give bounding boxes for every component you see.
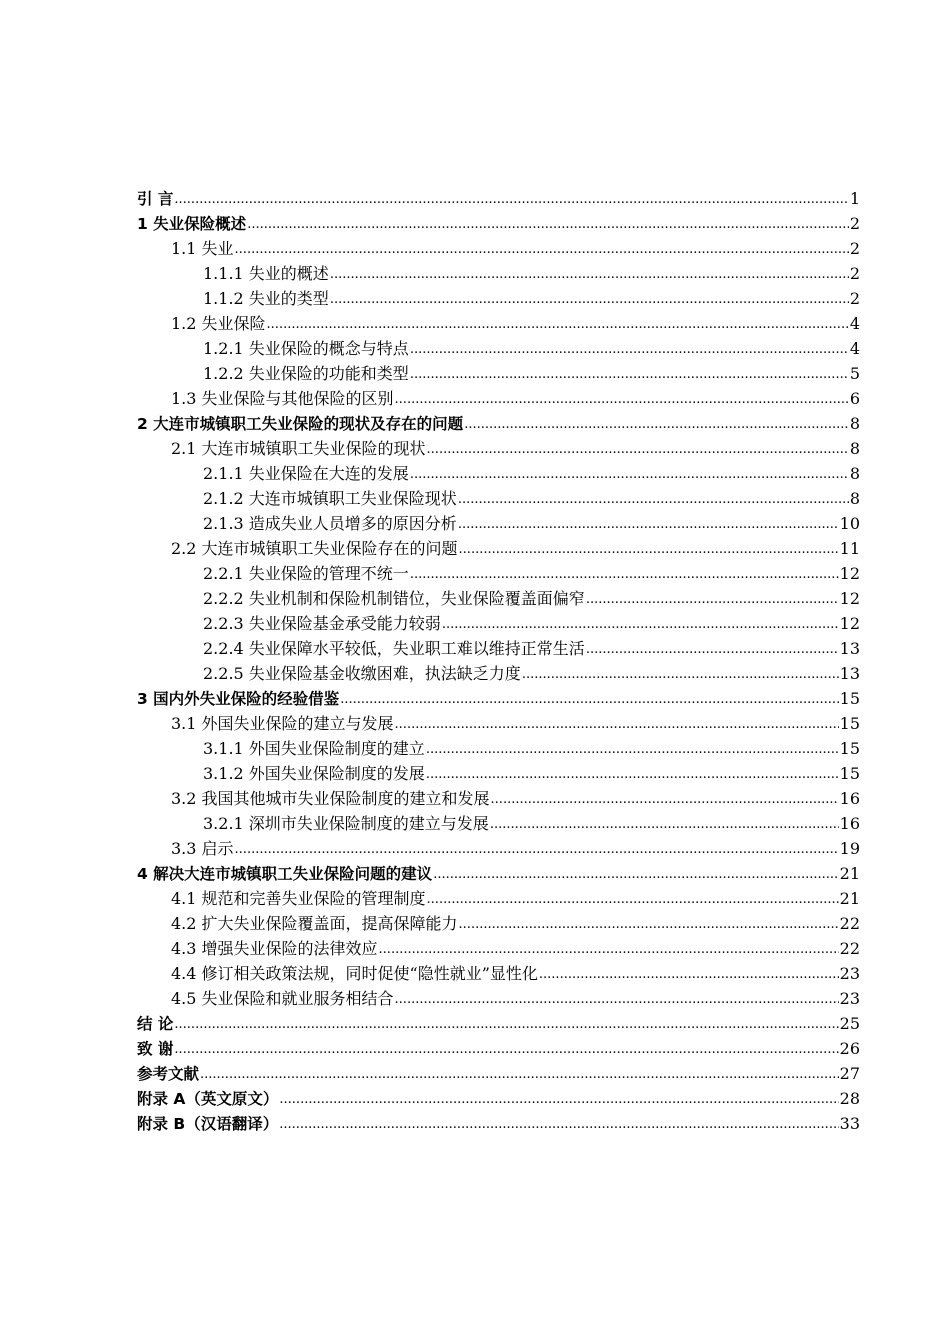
toc-dot-leader <box>491 785 839 812</box>
toc-dot-leader <box>522 660 839 687</box>
toc-entry-page-number: 2 <box>849 239 860 258</box>
toc-entry[interactable] <box>137 736 860 761</box>
toc-entry[interactable] <box>137 236 860 261</box>
toc-entry-page-number: 23 <box>839 989 860 1008</box>
toc-entry-title: 1.3 失业保险与其他保险的区别 <box>171 389 394 408</box>
toc-entry-page-number: 4 <box>849 339 860 358</box>
toc-entry-title: 附录 B（汉语翻译） <box>137 1115 279 1133</box>
toc-dot-leader <box>427 435 849 462</box>
toc-entry-title: 2.2.1 失业保险的管理不统一 <box>203 564 409 583</box>
toc-entry-title: 附录 A（英文原文） <box>137 1090 279 1108</box>
toc-entry-title: 2.1.2 大连市城镇职工失业保险现状 <box>203 489 457 508</box>
toc-entry-title: 3.1.1 外国失业保险制度的建立 <box>203 739 425 758</box>
toc-entry-title: 参考文献 <box>137 1065 200 1083</box>
toc-entry-title: 2.1.3 造成失业人员增多的原因分析 <box>203 514 457 533</box>
toc-entry-page-number: 33 <box>839 1114 860 1133</box>
toc-entry-page-number: 15 <box>839 764 860 783</box>
toc-dot-leader <box>426 735 839 762</box>
toc-dot-leader <box>247 210 849 237</box>
toc-entry-page-number: 13 <box>839 639 860 658</box>
toc-dot-leader <box>586 585 839 612</box>
toc-entry-title: 2.2.5 失业保险基金收缴困难，执法缺乏力度 <box>203 664 521 683</box>
toc-entry-page-number: 28 <box>839 1089 860 1108</box>
toc-entry[interactable] <box>137 386 860 411</box>
toc-entry-page-number: 12 <box>839 564 860 583</box>
toc-dot-leader <box>458 510 839 537</box>
toc-dot-leader <box>379 935 839 962</box>
toc-entry-page-number: 2 <box>849 214 860 233</box>
toc-entry[interactable] <box>137 711 860 736</box>
toc-entry-page-number: 15 <box>839 689 860 708</box>
toc-entry[interactable] <box>137 886 860 911</box>
toc-entry-title: 3.2.1 深圳市失业保险制度的建立与发展 <box>203 814 489 833</box>
toc-dot-leader <box>174 1035 838 1062</box>
toc-entry-title: 4.4 修订相关政策法规，同时促使“隐性就业”显性化 <box>171 964 538 983</box>
toc-entry-title: 4.3 增强失业保险的法律效应 <box>171 939 378 958</box>
toc-entry-page-number: 15 <box>839 739 860 758</box>
toc-dot-leader <box>410 460 849 487</box>
toc-entry-page-number: 6 <box>849 389 860 408</box>
toc-entry-title: 1.1 失业 <box>171 239 234 258</box>
toc-entry-title: 4 解决大连市城镇职工失业保险问题的建议 <box>137 865 433 883</box>
toc-entry-page-number: 12 <box>839 589 860 608</box>
toc-entry[interactable] <box>137 911 860 936</box>
toc-entry-title: 1.2.2 失业保险的功能和类型 <box>203 364 409 383</box>
toc-entry-title: 致 谢 <box>137 1040 174 1058</box>
toc-dot-leader <box>410 335 849 362</box>
toc-entry[interactable] <box>137 436 860 461</box>
toc-entry-page-number: 19 <box>839 839 860 858</box>
toc-entry-page-number: 21 <box>839 889 860 908</box>
toc-entry[interactable] <box>137 811 860 836</box>
toc-entry-page-number: 5 <box>849 364 860 383</box>
toc-entry[interactable] <box>137 186 860 211</box>
toc-dot-leader <box>395 985 839 1012</box>
toc-entry-title: 2.2.3 失业保险基金承受能力较弱 <box>203 614 441 633</box>
toc-entry-title: 结 论 <box>137 1015 174 1033</box>
toc-entry[interactable] <box>137 861 860 886</box>
toc-entry-page-number: 8 <box>849 414 860 433</box>
toc-entry[interactable] <box>137 211 860 236</box>
toc-dot-leader <box>174 185 848 212</box>
toc-entry-title: 引 言 <box>137 190 174 208</box>
toc-entry[interactable] <box>137 786 860 811</box>
toc-entry-title: 3 国内外失业保险的经验借鉴 <box>137 690 340 708</box>
toc-entry-page-number: 2 <box>849 264 860 283</box>
toc-dot-leader <box>330 260 849 287</box>
toc-entry[interactable] <box>137 586 860 611</box>
toc-entry-title: 1.2 失业保险 <box>171 314 266 333</box>
toc-entry-title: 2.2.4 失业保障水平较低，失业职工难以维持正常生活 <box>203 639 585 658</box>
toc-dot-leader <box>410 360 849 387</box>
toc-entry[interactable] <box>137 411 860 436</box>
toc-entry-title: 3.1.2 外国失业保险制度的发展 <box>203 764 425 783</box>
toc-entry[interactable] <box>137 961 860 986</box>
toc-entry-page-number: 23 <box>839 964 860 983</box>
toc-entry[interactable] <box>137 261 860 286</box>
toc-entry[interactable] <box>137 461 860 486</box>
toc-dot-leader <box>490 810 839 837</box>
toc-dot-leader <box>410 560 839 587</box>
toc-dot-leader <box>395 385 849 412</box>
toc-entry-title: 1.1.1 失业的概述 <box>203 264 329 283</box>
toc-entry[interactable] <box>137 661 860 686</box>
toc-entry-page-number: 25 <box>839 1014 860 1033</box>
toc-entry-title: 3.1 外国失业保险的建立与发展 <box>171 714 394 733</box>
toc-entry-page-number: 11 <box>839 539 860 558</box>
toc-entry-title: 2.1 大连市城镇职工失业保险的现状 <box>171 439 426 458</box>
toc-entry-title: 4.5 失业保险和就业服务相结合 <box>171 989 394 1008</box>
toc-dot-leader <box>442 610 839 637</box>
toc-dot-leader <box>464 410 849 437</box>
toc-entry[interactable] <box>137 1061 860 1086</box>
toc-entry-page-number: 22 <box>839 914 860 933</box>
toc-entry-page-number: 2 <box>849 289 860 308</box>
toc-dot-leader <box>458 485 849 512</box>
toc-entry-page-number: 27 <box>839 1064 860 1083</box>
toc-dot-leader <box>200 1060 839 1087</box>
toc-entry[interactable] <box>137 836 860 861</box>
table-of-contents <box>137 186 860 1136</box>
toc-entry[interactable] <box>137 1086 860 1111</box>
toc-entry[interactable] <box>137 486 860 511</box>
toc-entry[interactable] <box>137 561 860 586</box>
toc-entry[interactable] <box>137 611 860 636</box>
toc-dot-leader <box>433 860 838 887</box>
toc-entry-title: 3.3 启示 <box>171 839 234 858</box>
toc-entry[interactable] <box>137 311 860 336</box>
toc-entry-title: 1 失业保险概述 <box>137 215 247 233</box>
toc-entry-title: 1.2.1 失业保险的概念与特点 <box>203 339 409 358</box>
toc-entry-page-number: 8 <box>849 464 860 483</box>
toc-entry[interactable] <box>137 536 860 561</box>
toc-entry-page-number: 1 <box>849 189 860 208</box>
toc-dot-leader <box>459 535 839 562</box>
toc-entry[interactable] <box>137 686 860 711</box>
toc-entry-page-number: 8 <box>849 489 860 508</box>
toc-entry-page-number: 10 <box>839 514 860 533</box>
toc-entry-title: 1.1.2 失业的类型 <box>203 289 329 308</box>
toc-entry[interactable] <box>137 986 860 1011</box>
toc-entry-page-number: 16 <box>839 814 860 833</box>
toc-entry-title: 2 大连市城镇职工失业保险的现状及存在的问题 <box>137 415 464 433</box>
toc-entry-page-number: 15 <box>839 714 860 733</box>
toc-entry-page-number: 13 <box>839 664 860 683</box>
toc-entry[interactable] <box>137 511 860 536</box>
toc-dot-leader <box>174 1010 838 1037</box>
toc-entry-title: 4.2 扩大失业保险覆盖面，提高保障能力 <box>171 914 458 933</box>
toc-dot-leader <box>586 635 839 662</box>
toc-entry-page-number: 12 <box>839 614 860 633</box>
toc-dot-leader <box>539 960 839 987</box>
toc-entry-page-number: 4 <box>849 314 860 333</box>
toc-dot-leader <box>427 885 839 912</box>
toc-entry[interactable] <box>137 1011 860 1036</box>
toc-entry[interactable] <box>137 636 860 661</box>
toc-dot-leader <box>459 910 839 937</box>
toc-entry[interactable] <box>137 336 860 361</box>
toc-entry-page-number: 26 <box>839 1039 860 1058</box>
toc-entry-title: 2.2.2 失业机制和保险机制错位，失业保险覆盖面偏窄 <box>203 589 585 608</box>
toc-dot-leader <box>279 1110 838 1137</box>
toc-entry[interactable] <box>137 761 860 786</box>
toc-dot-leader <box>395 710 839 737</box>
toc-dot-leader <box>235 235 849 262</box>
toc-dot-leader <box>330 285 849 312</box>
toc-dot-leader <box>340 685 838 712</box>
toc-entry-title: 2.1.1 失业保险在大连的发展 <box>203 464 409 483</box>
toc-entry-page-number: 16 <box>839 789 860 808</box>
toc-entry[interactable] <box>137 936 860 961</box>
toc-entry-page-number: 22 <box>839 939 860 958</box>
toc-entry[interactable] <box>137 286 860 311</box>
toc-entry[interactable] <box>137 361 860 386</box>
toc-entry-title: 4.1 规范和完善失业保险的管理制度 <box>171 889 426 908</box>
toc-entry-title: 2.2 大连市城镇职工失业保险存在的问题 <box>171 539 458 558</box>
toc-dot-leader <box>235 835 839 862</box>
toc-entry-title: 3.2 我国其他城市失业保险制度的建立和发展 <box>171 789 490 808</box>
toc-entry[interactable] <box>137 1111 860 1136</box>
toc-dot-leader <box>426 760 839 787</box>
toc-entry-page-number: 8 <box>849 439 860 458</box>
toc-dot-leader <box>267 310 849 337</box>
toc-entry[interactable] <box>137 1036 860 1061</box>
toc-dot-leader <box>279 1085 838 1112</box>
toc-entry-page-number: 21 <box>839 864 860 883</box>
